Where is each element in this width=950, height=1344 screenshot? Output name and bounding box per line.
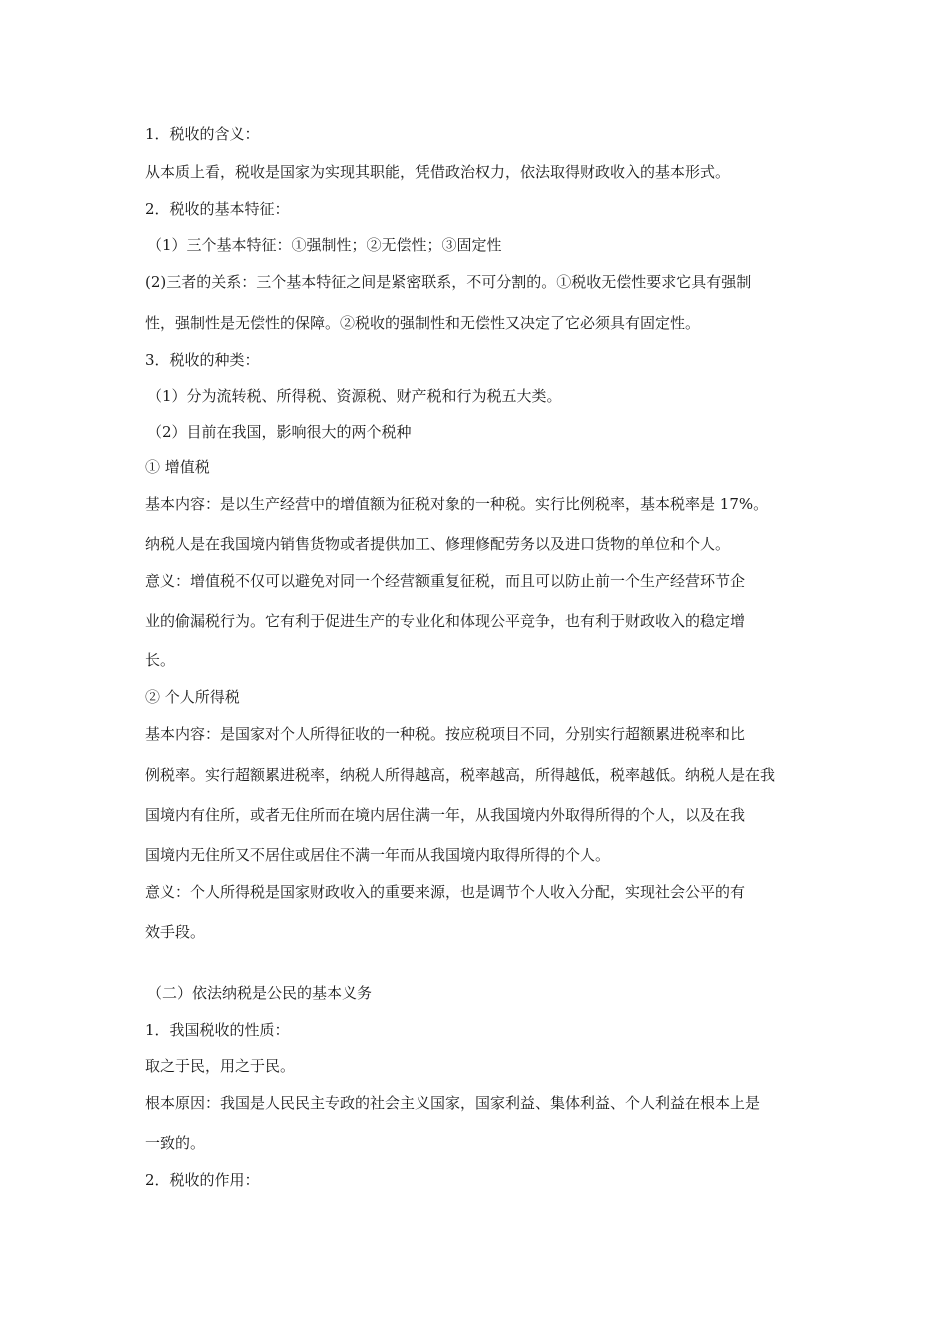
paragraph-line: 意义：个人所得税是国家财政收入的重要来源，也是调节个人收入分配，实现社会公平的有 <box>145 883 746 901</box>
heading-tax-features: 2．税收的基本特征： <box>145 200 290 218</box>
paragraph-line: （1）分为流转税、所得税、资源税、财产税和行为税五大类。 <box>147 387 562 405</box>
paragraph-line: 国境内有住所，或者无住所而在境内居住满一年，从我国境内外取得所得的个人，以及在我 <box>145 806 746 824</box>
heading-tax-meaning: 1．税收的含义： <box>145 125 260 143</box>
paragraph-line: 意义：增值税不仅可以避免对同一个经营额重复征税，而且可以防止前一个生产经营环节企 <box>145 572 746 590</box>
paragraph-line: 例税率。实行超额累进税率，纳税人所得越高，税率越高，所得越低，税率越低。纳税人是在我 <box>145 766 776 784</box>
paragraph-line: 效手段。 <box>145 923 206 941</box>
paragraph-line: (2)三者的关系：三个基本特征之间是紧密联系，不可分割的。①税收无偿性要求它具有强制 <box>145 273 752 291</box>
paragraph-line: 一致的。 <box>145 1134 206 1152</box>
paragraph-line: 长。 <box>145 651 176 669</box>
paragraph-line: 基本内容：是国家对个人所得征收的一种税。按应税项目不同，分别实行超额累进税率和比 <box>145 725 746 743</box>
heading-tax-types: 3．税收的种类： <box>145 351 260 369</box>
paragraph-line: （1）三个基本特征：①强制性；②无偿性；③固定性 <box>147 236 502 254</box>
heading-tax-nature: 1．我国税收的性质： <box>145 1021 290 1039</box>
paragraph-line: 业的偷漏税行为。它有利于促进生产的专业化和体现公平竞争，也有利于财政收入的稳定增 <box>145 612 746 630</box>
section-heading-tax-duty: （二）依法纳税是公民的基本义务 <box>147 984 373 1002</box>
paragraph-line: 性，强制性是无偿性的保障。②税收的强制性和无偿性又决定了它必须具有固定性。 <box>145 314 701 332</box>
paragraph-line: 基本内容：是以生产经营中的增值额为征税对象的一种税。实行比例税率，基本税率是 17%。 <box>145 495 769 513</box>
paragraph-line: 纳税人是在我国境内销售货物或者提供加工、修理修配劳务以及进口货物的单位和个人。 <box>145 535 731 553</box>
paragraph-line: 根本原因：我国是人民民主专政的社会主义国家，国家利益、集体利益、个人利益在根本上是 <box>145 1094 761 1112</box>
subheading-income-tax: ② 个人所得税 <box>145 688 240 706</box>
paragraph-line: 国境内无住所又不居住或居住不满一年而从我国境内取得所得的个人。 <box>145 846 611 864</box>
subheading-vat: ① 增值税 <box>145 458 210 476</box>
paragraph-line: （2）目前在我国，影响很大的两个税种 <box>147 423 412 441</box>
paragraph-line: 取之于民，用之于民。 <box>145 1057 296 1075</box>
heading-tax-role: 2．税收的作用： <box>145 1171 260 1189</box>
paragraph-line: 从本质上看，税收是国家为实现其职能，凭借政治权力，依法取得财政收入的基本形式。 <box>145 163 731 181</box>
